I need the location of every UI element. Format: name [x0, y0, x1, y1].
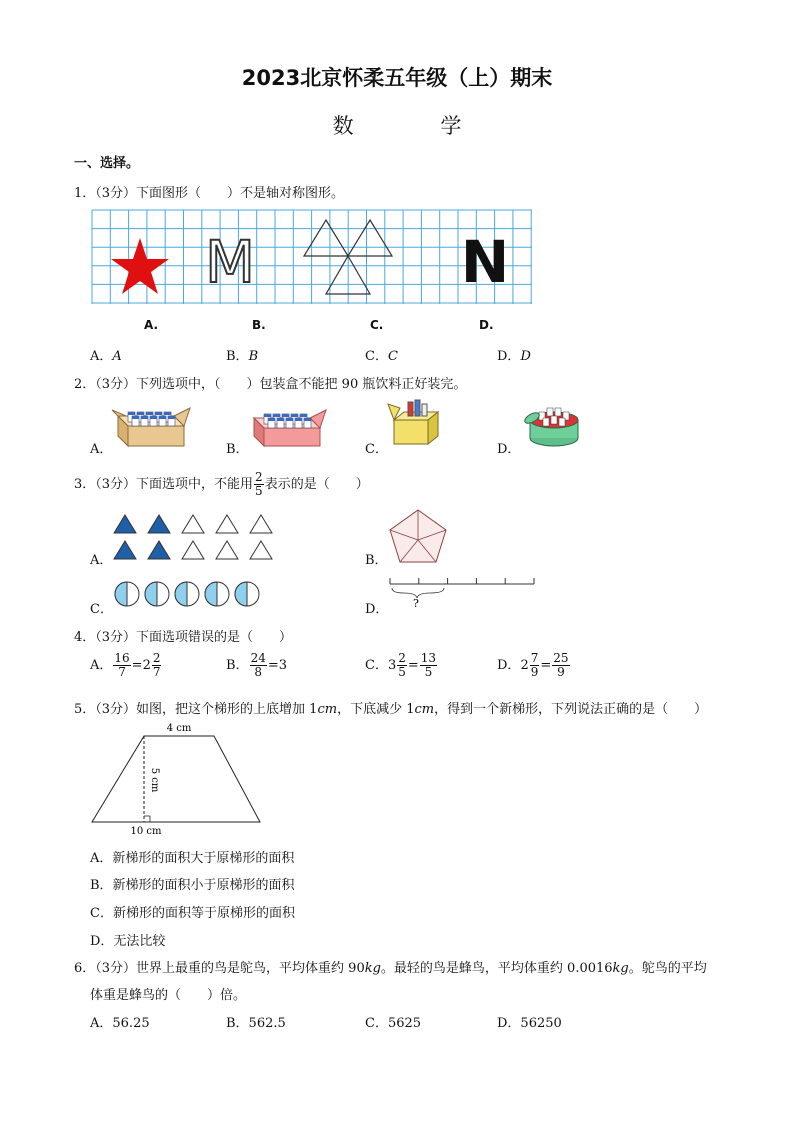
q2-option-a[interactable]: A． — [90, 442, 113, 457]
question-1-stem: 1．（3分）下面图形（ ）不是轴对称图形。 — [74, 186, 345, 201]
q4-option-a[interactable]: A． $\frac{16}{7}$ =2 $\frac{2}{7}$ — [90, 651, 161, 679]
q2-option-b[interactable]: B． — [226, 442, 249, 457]
circle-half-shaded — [115, 582, 127, 606]
q3-fraction: $\frac{2}{5}$ — [255, 470, 263, 498]
yellow-box-image — [388, 398, 444, 450]
section-heading: 一、选择。 — [74, 156, 140, 171]
q1-figure-label-b: B. — [252, 318, 266, 332]
q6-option-c[interactable]: C．5625 — [365, 1016, 422, 1031]
triangle-empty — [216, 541, 238, 559]
circle-half-shaded — [175, 582, 187, 606]
circle-half-shaded — [145, 582, 157, 606]
triangles-option-a — [114, 513, 276, 561]
q4-option-c[interactable]: C．3 $\frac{2}{5}$ = $\frac{13}{5}$ — [365, 651, 437, 679]
q5-option-a[interactable]: A．新梯形的面积大于原梯形的面积 — [90, 851, 295, 866]
circle-half-shaded — [205, 582, 217, 606]
pink-box-image — [248, 404, 328, 450]
triangle-empty — [216, 515, 238, 533]
q3-option-b[interactable]: B． — [365, 553, 388, 568]
q1-option-b[interactable]: B．B — [226, 349, 259, 364]
question-5-stem: 5．（3分）如图，把这个梯形的上底增加 1cm，下底减少 1cm，得到一个新梯形，下列说法正确的是（ ） — [74, 702, 708, 717]
q1-figure-label-a: A. — [144, 318, 159, 332]
q1-option-c[interactable]: C．C — [365, 349, 398, 364]
q6-option-d[interactable]: D．56250 — [497, 1016, 562, 1031]
trapezoid-height-label: 5 cm — [149, 767, 160, 793]
number-line-option-d — [388, 574, 536, 610]
green-tin-image — [522, 402, 582, 450]
q6-option-b[interactable]: B．562.5 — [226, 1016, 286, 1031]
q4-option-b[interactable]: B． $\frac{24}{8}$ =3 — [226, 651, 288, 679]
circles-option-c — [114, 580, 270, 610]
number-line-question-mark: ? — [413, 597, 419, 610]
q1-option-d[interactable]: D．D — [497, 349, 531, 364]
q3-option-d[interactable]: D． — [365, 602, 389, 617]
trapezoid-figure — [90, 720, 266, 838]
pentagon-option-b — [386, 508, 450, 564]
q2-option-c[interactable]: C． — [365, 442, 388, 457]
triangle-filled — [148, 541, 170, 559]
circle-half-shaded — [235, 582, 247, 606]
triangle-filled — [148, 515, 170, 533]
q5-option-d[interactable]: D．无法比较 — [90, 934, 166, 949]
question-4-stem: 4．（3分）下面选项错误的是（ ） — [74, 630, 293, 645]
question-2-stem: 2．（3分）下列选项中，（ ）包装盒不能把 90 瓶饮料正好装完。 — [74, 377, 467, 392]
question-3-stem: 3．（3分）下面选项中，不能用 $\frac{2}{5}$ 表示的是（ ） — [74, 470, 369, 498]
letter-m: M — [204, 228, 256, 296]
q6-option-a[interactable]: A．56.25 — [90, 1016, 150, 1031]
q5-option-b[interactable]: B．新梯形的面积小于原梯形的面积 — [90, 878, 295, 893]
q1-option-a[interactable]: A．A — [90, 349, 122, 364]
triangle-empty — [182, 515, 204, 533]
letter-n: N — [460, 228, 510, 296]
q4-option-d[interactable]: D．2 $\frac{7}{9}$ = $\frac{25}{9}$ — [497, 651, 569, 679]
brown-box-image — [112, 400, 192, 450]
triangle-empty — [250, 541, 272, 559]
q2-option-d[interactable]: D． — [497, 442, 521, 457]
q5-option-c[interactable]: C．新梯形的面积等于原梯形的面积 — [90, 906, 295, 921]
triangle-filled — [114, 515, 136, 533]
q1-grid-figure — [92, 210, 532, 304]
page-subject: 数 学 — [332, 114, 502, 138]
q1-figure-label-d: D. — [479, 318, 494, 332]
trapezoid-bottom-label: 10 cm — [130, 826, 162, 837]
page-title: 2023北京怀柔五年级（上）期末 — [241, 66, 553, 90]
question-6-line-1: 6．（3分）世界上最重的鸟是鸵鸟，平均体重约 90kg。最轻的鸟是蜂鸟，平均体重约 0.0016kg。鸵鸟的平均 — [74, 961, 707, 976]
q1-figure-label-c: C. — [370, 318, 384, 332]
number-line-brace — [392, 588, 444, 598]
q3-option-a[interactable]: A． — [90, 553, 113, 568]
triangle-empty — [182, 541, 204, 559]
triangle-filled — [114, 541, 136, 559]
question-6-line-2: 体重是蜂鸟的（ ）倍。 — [90, 988, 247, 1003]
triangle-empty — [250, 515, 272, 533]
trapezoid-top-label: 4 cm — [166, 723, 192, 734]
q3-option-c[interactable]: C． — [90, 602, 113, 617]
